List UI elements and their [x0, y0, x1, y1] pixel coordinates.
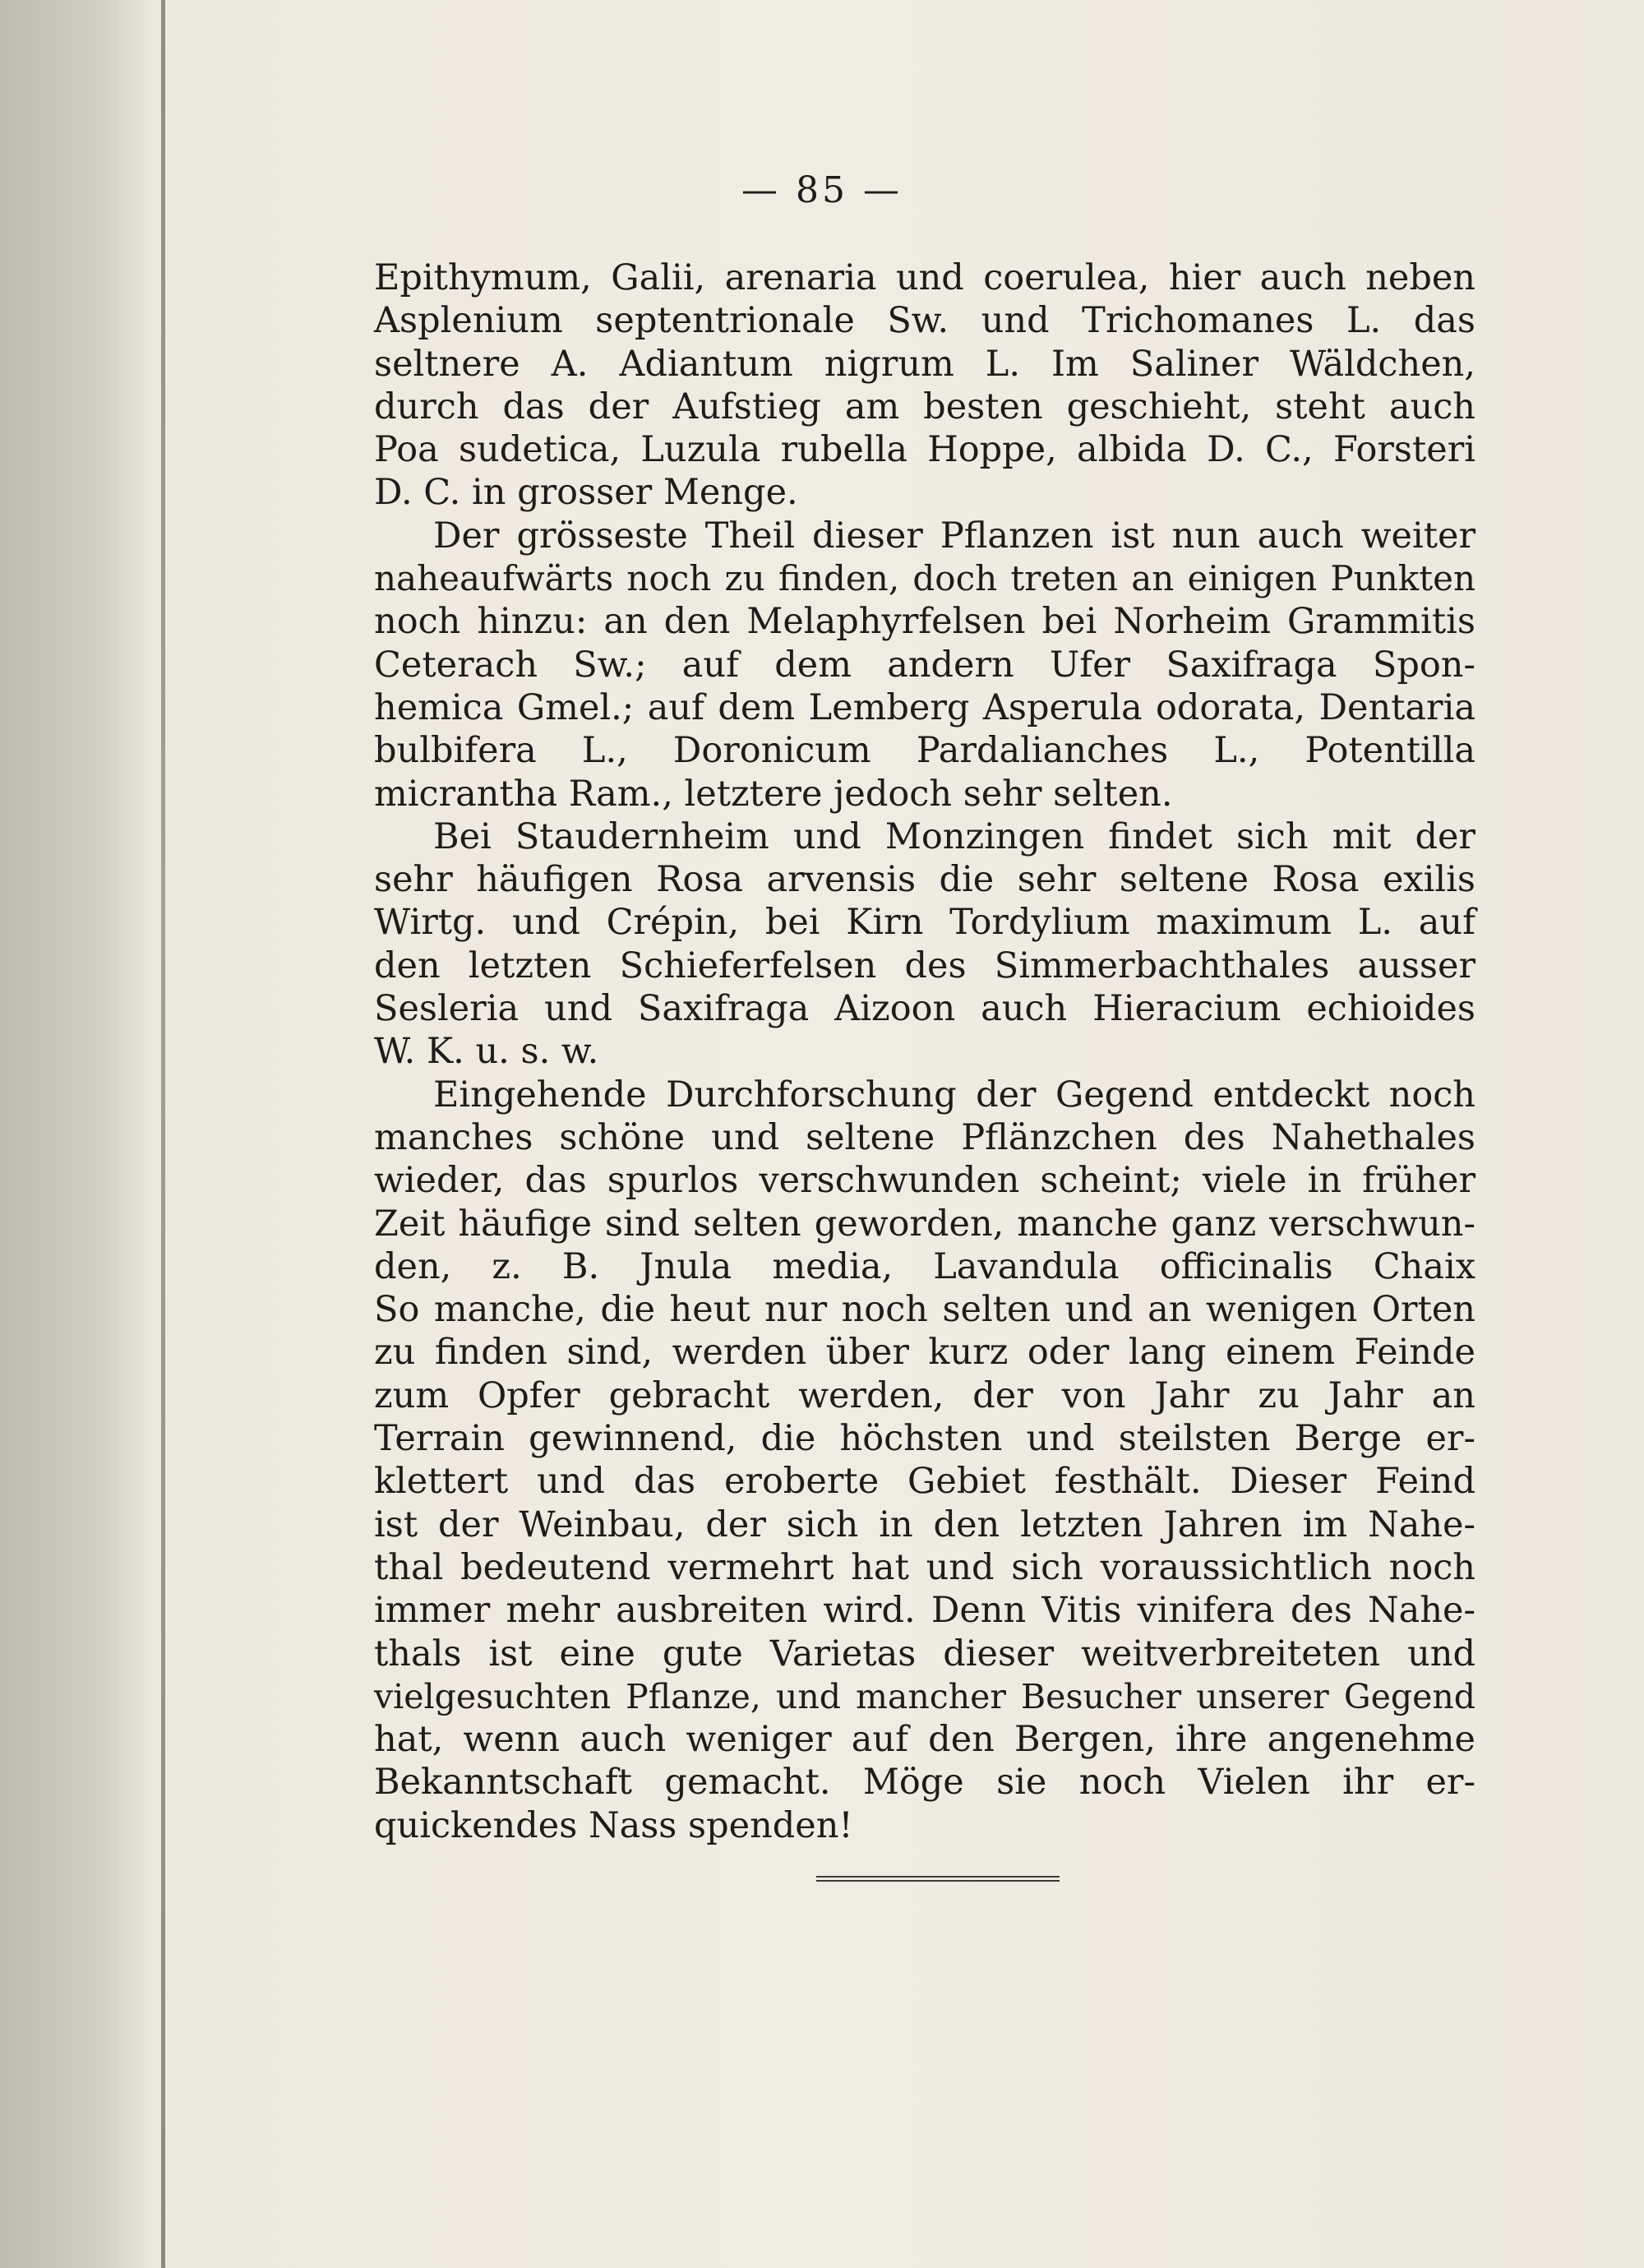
text-line: hat, wenn auch weniger auf den Bergen, ihre angenehme — [374, 1719, 1475, 1761]
text-line: zu finden sind, werden über kurz oder lang einem Feinde — [374, 1332, 1475, 1374]
text-line: Zeit häufige sind selten geworden, manche ganz verschwun- — [374, 1203, 1475, 1245]
text-line: seltnere A. Adiantum nigrum L. Im Saliner Wäldchen, — [374, 343, 1475, 385]
text-line: manches schöne und seltene Pflänzchen des Nahethales — [374, 1116, 1475, 1158]
text-line: ist der Weinbau, der sich in den letzten Jahren im Nahe- — [374, 1504, 1475, 1545]
text-line: micrantha Ram., letztere jedoch sehr selten. — [374, 773, 1173, 815]
text-line: quickendes Nass spenden! — [374, 1804, 853, 1846]
text-line: wieder, das spurlos verschwunden scheint; viele in früher — [374, 1160, 1475, 1202]
text-line: Asplenium septentrionale Sw. und Trichomanes L. das — [374, 300, 1475, 342]
text-line: naheaufwärts noch zu finden, doch treten an einigen Punkten — [374, 558, 1475, 599]
text-line: den letzten Schieferfelsen des Simmerbachthales ausser — [374, 945, 1475, 986]
page-gutter-shadow — [0, 0, 156, 2268]
text-line: thals ist eine gute Varietas dieser weitverbreiteten und — [374, 1633, 1475, 1674]
end-rule-divider — [816, 1876, 1060, 1884]
text-line: den, z. B. Jnula media, Lavandula officinalis Chaix — [374, 1245, 1475, 1287]
text-line: So manche, die heut nur noch selten und an wenigen Orten — [374, 1289, 1475, 1331]
binding-edge — [161, 0, 165, 2268]
text-line: sehr häufigen Rosa arvensis die sehr seltene Rosa exilis — [374, 859, 1475, 901]
text-line: durch das der Aufstieg am besten geschieht, steht auch — [374, 386, 1475, 427]
text-line: Wirtg. und Crépin, bei Kirn Tordylium maximum L. auf — [374, 902, 1475, 944]
text-line: hemica Gmel.; auf dem Lemberg Asperula odorata, Dentaria — [374, 686, 1475, 728]
text-line: vielgesuchten Pflanze, und mancher Besucher unserer Gegend — [374, 1676, 1475, 1716]
text-line: bulbifera L., Doronicum Pardalianches L., Potentilla — [374, 730, 1475, 772]
text-line: immer mehr ausbreiten wird. Denn Vitis vinifera des Nahe- — [374, 1590, 1475, 1632]
text-line: Bei Staudernheim und Monzingen findet sich mit der — [433, 815, 1475, 857]
text-line: Terrain gewinnend, die höchsten und steilsten Berge er- — [374, 1418, 1475, 1460]
text-line: Sesleria und Saxifraga Aizoon auch Hieracium echioides — [374, 988, 1475, 1030]
text-line: klettert und das eroberte Gebiet festhält. Dieser Feind — [374, 1461, 1475, 1503]
text-line: Poa sudetica, Luzula rubella Hoppe, albida D. C., Forsteri — [374, 429, 1475, 471]
text-line: thal bedeutend vermehrt hat und sich voraussichtlich noch — [374, 1546, 1475, 1588]
text-line: W. K. u. s. w. — [374, 1031, 599, 1073]
text-line: zum Opfer gebracht werden, der von Jahr zu Jahr an — [374, 1374, 1475, 1416]
text-line: Bekanntschaft gemacht. Möge sie noch Vielen ihr er- — [374, 1762, 1475, 1804]
text-line: Der grösseste Theil dieser Pflanzen ist nun auch weiter — [433, 515, 1475, 557]
text-line: Ceterach Sw.; auf dem andern Ufer Saxifraga Spon- — [374, 644, 1475, 686]
text-line: Epithymum, Galii, arenaria und coerulea, hier auch neben — [374, 257, 1475, 298]
body-text — [374, 256, 1475, 1847]
page-number: — 85 — — [741, 169, 903, 211]
text-line: noch hinzu: an den Melaphyrfelsen bei Norheim Grammitis — [374, 601, 1475, 643]
text-line: D. C. in grosser Menge. — [374, 472, 798, 514]
text-line: Eingehende Durchforschung der Gegend entdeckt noch — [433, 1074, 1475, 1116]
